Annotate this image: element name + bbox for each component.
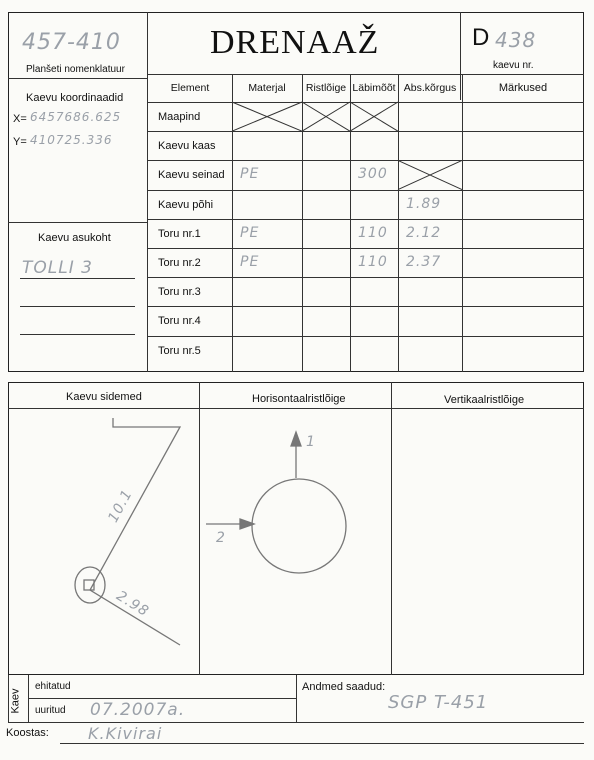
table-header-diameter: Läbimõõt — [352, 82, 396, 94]
row-element-label: Kaevu kaas — [158, 140, 216, 153]
row-element-label: Kaevu põhi — [158, 198, 214, 211]
row-element-label: Toru nr.3 — [158, 286, 201, 299]
row-element-label: Maapind — [158, 111, 201, 123]
row-element-label: Toru nr.1 — [158, 227, 201, 240]
row-elevation-value: 2.37 — [406, 254, 442, 270]
row-elevation-value: 2.12 — [406, 224, 442, 241]
row-elevation-value: 1.89 — [406, 195, 442, 212]
ties-label: Kaevu sidemed — [66, 391, 142, 403]
well-mark-ellipse — [75, 567, 105, 603]
location-label: Kaevu asukoht — [38, 232, 111, 244]
author-line — [60, 743, 584, 744]
source-value: SGP T-451 — [388, 692, 489, 713]
page-title: DRENAAŽ — [210, 24, 380, 61]
location-value: TOLLI 3 — [22, 258, 93, 278]
footer-row-line — [28, 698, 296, 699]
table-header-element: Element — [170, 82, 210, 94]
source-label: Andmed saadud: — [302, 681, 386, 693]
table-header-notes: Märkused — [498, 82, 548, 94]
row-diameter-value: 110 — [358, 224, 388, 241]
surveyed-date: 07.2007a. — [90, 700, 186, 720]
author-value: K.Kivirai — [88, 724, 163, 743]
row-element-label: Toru nr.5 — [158, 344, 201, 357]
tie-2-value: 2.98 — [113, 587, 152, 621]
sheet-value: 457-410 — [22, 30, 121, 55]
row-element-label: Toru nr.4 — [158, 315, 201, 328]
surveyed-label: uuritud — [35, 705, 66, 716]
well-circle — [252, 479, 346, 573]
footer-bottom-line — [8, 722, 584, 723]
x-label: X= — [13, 113, 27, 125]
well-number: 438 — [495, 28, 537, 52]
well-prefix: D — [472, 24, 490, 51]
coords-label: Kaevu koordinaadid — [26, 92, 124, 104]
well-label: kaevu nr. — [493, 60, 534, 71]
horizontal-label: Horisontaalristlõige — [252, 393, 346, 405]
y-value: 410725.336 — [30, 133, 113, 147]
table-header-elevation: Abs.kõrgus — [403, 82, 457, 94]
table-header-cross-section: Ristlõige — [305, 82, 347, 94]
built-label: ehitatud — [35, 681, 71, 692]
pipe-2-label: 2 — [216, 530, 226, 546]
row-diameter-value: 300 — [358, 166, 388, 183]
side-label: Kaev — [9, 688, 22, 714]
row-material-value: PE — [240, 166, 260, 183]
table-header-material: Materjal — [248, 82, 286, 94]
author-label: Koostas: — [6, 727, 49, 739]
row-element-label: Kaevu seinad — [158, 169, 225, 182]
row-element-label: Toru nr.2 — [158, 257, 201, 269]
vertical-label: Vertikaalristlõige — [444, 394, 525, 406]
row-material-value: PE — [240, 224, 260, 241]
x-value: 6457686.625 — [30, 110, 122, 124]
tie-1-value: 10.1 — [105, 486, 136, 526]
y-label: Y= — [13, 136, 27, 148]
pipe-1-label: 1 — [306, 434, 316, 450]
row-diameter-value: 110 — [358, 254, 388, 270]
row-material-value: PE — [240, 254, 260, 270]
pipe-1-arrow — [291, 432, 301, 446]
sheet-label: Planšeti nomenklatuur — [26, 64, 125, 75]
footer-mid-divider — [296, 675, 297, 722]
